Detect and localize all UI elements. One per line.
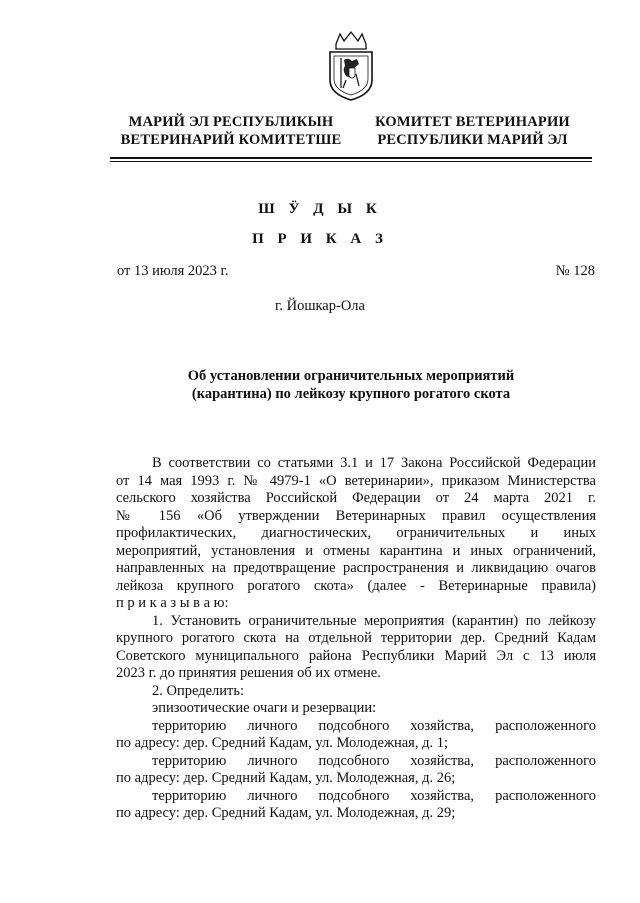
body-line: 1. Установить ограничительные мероприятия (карантин) по лейкозу — [152, 612, 596, 629]
body-line: направленных на предотвращение распространения и ликвидацию очагов — [116, 560, 596, 576]
body-line: по адресу: дер. Средний Кадам, ул. Молодежная, д. 29; — [116, 805, 456, 821]
body-line: В соответствии со статьями 3.1 и 17 Закона Российской Федерации — [152, 455, 596, 471]
body-line: 2. Определить: — [152, 682, 245, 699]
header-divider-thin — [110, 161, 592, 162]
body-line: эпизоотические очаги и резервации: — [152, 700, 377, 716]
body-line: от 14 мая 1993 г. № 4979-1 «О ветеринарии», приказом Министерства — [116, 472, 596, 489]
body-line: профилактических, диагностических, ограничительных и иных — [116, 525, 596, 541]
body-line: территорию личного подсобного хозяйства, расположенного — [152, 717, 596, 734]
body-line: сельского хозяйства Российской Федерации от 24 марта 2021 г. — [116, 490, 596, 506]
city: г. Йошкар-Ола — [275, 298, 365, 314]
body-line: 2023 г. до принятия решения об их отмене. — [116, 665, 381, 681]
body-line: лейкоза крупного рогатого скота» (далее - Ветеринарные правила) — [116, 577, 596, 594]
header-mari-line1: МАРИЙ ЭЛ РЕСПУБЛИКЫН — [128, 114, 334, 130]
order-date: от 13 июля 2023 г. — [117, 263, 229, 279]
subject-line2: (карантина) по лейкозу крупного рогатого скота — [191, 386, 511, 402]
body-line: по адресу: дер. Средний Кадам, ул. Молодежная, д. 1; — [116, 735, 448, 751]
doc-type-russian: П Р И К А З — [252, 231, 388, 247]
body-line: мероприятий, установления и отмены карантина и иных ограничений, — [116, 542, 596, 559]
subject-line1: Об установлении ограничительных мероприятий — [187, 368, 515, 384]
body-line: территорию личного подсобного хозяйства, расположенного — [152, 752, 596, 769]
header-russian — [370, 113, 575, 149]
order-subject — [170, 367, 532, 403]
doc-type-mari: Ш Ӱ Д Ы К — [258, 201, 382, 217]
coat-of-arms-icon — [326, 30, 376, 102]
header-mari-line2: ВЕТЕРИНАРИЙ КОМИТЕТШЕ — [120, 132, 342, 148]
order-body — [116, 455, 596, 823]
body-line: по адресу: дер. Средний Кадам, ул. Молодежная, д. 26; — [116, 770, 456, 786]
header-russian-line2: РЕСПУБЛИКИ МАРИЙ ЭЛ — [377, 132, 568, 148]
header-mari — [112, 113, 350, 149]
body-line-order-word: п р и к а з ы в а ю: — [116, 595, 229, 611]
body-line: № 156 «Об утверждении Ветеринарных правил осуществления — [116, 507, 596, 524]
body-line: территорию личного подсобного хозяйства, расположенного — [152, 787, 596, 804]
header-russian-line1: КОМИТЕТ ВЕТЕРИНАРИИ — [375, 114, 570, 130]
body-line: Советского муниципального района Республики Марий Эл с 13 июля — [116, 647, 596, 664]
order-number: № 128 — [555, 263, 595, 279]
header-divider-thick — [110, 157, 592, 159]
body-line: крупного рогатого скота на отдельной территории дер. Средний Кадам — [116, 630, 596, 646]
